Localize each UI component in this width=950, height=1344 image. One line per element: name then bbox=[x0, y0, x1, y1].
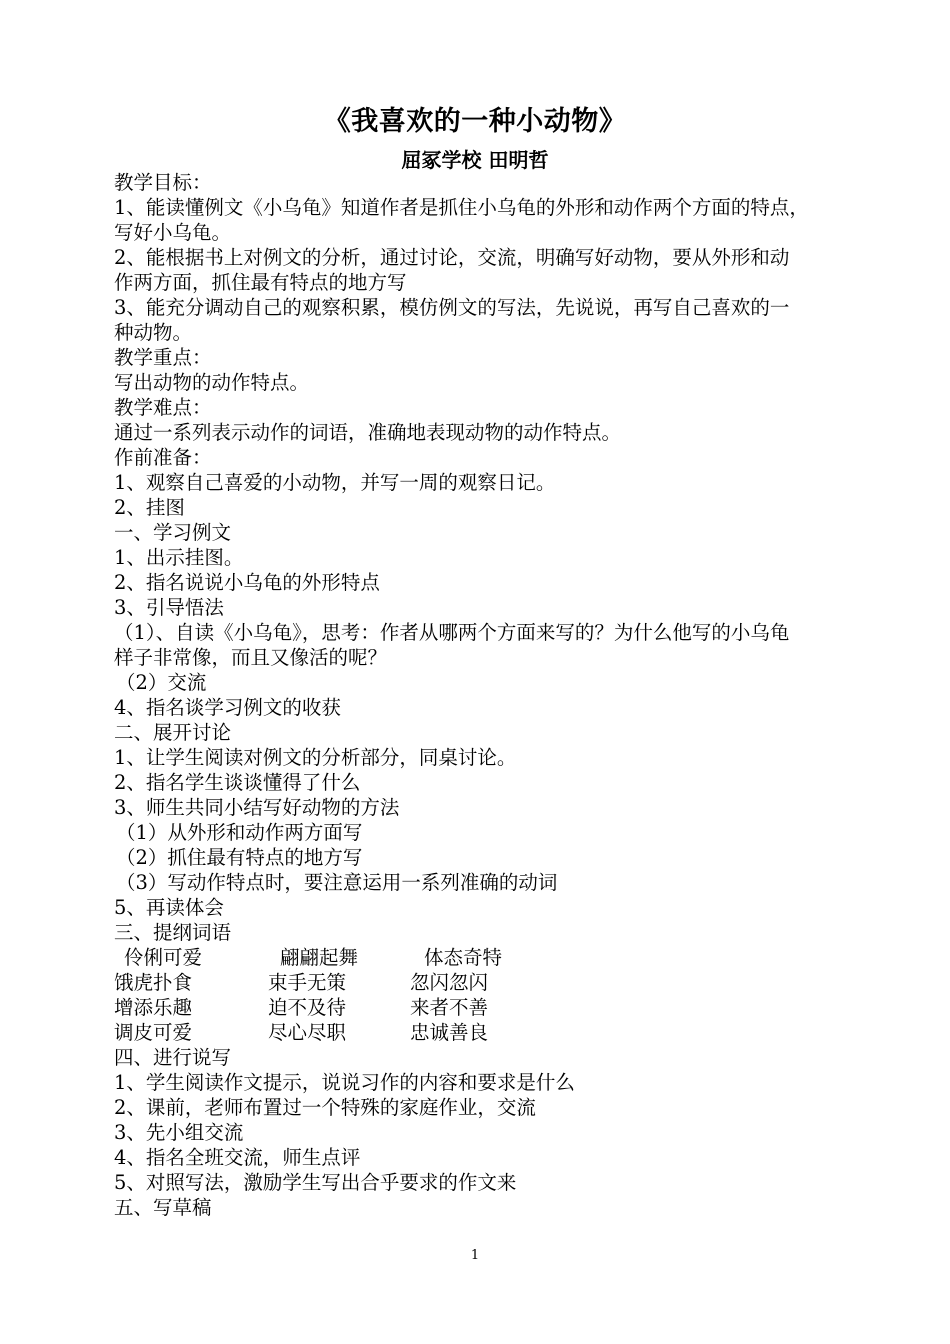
document-title: 《我喜欢的一种小动物》 bbox=[323, 106, 627, 137]
text-line: 1、观察自己喜爱的小动物，并写一周的观察日记。 bbox=[114, 471, 556, 494]
text-line: 教学难点： bbox=[114, 396, 212, 419]
word-item: 伶俐可爱 bbox=[124, 946, 203, 969]
text-line: 二、展开讨论 bbox=[114, 721, 232, 744]
text-line: 2、指名学生谈谈懂得了什么 bbox=[114, 771, 361, 794]
text-line: 2、课前，老师布置过一个特殊的家庭作业，交流 bbox=[114, 1096, 536, 1119]
word-item: 束手无策 bbox=[268, 971, 347, 994]
text-line: 5、再读体会 bbox=[114, 896, 224, 919]
word-item: 尽心尽职 bbox=[268, 1021, 347, 1044]
text-line: （1）、自读《小乌龟》，思考：作者从哪两个方面来写的？为什么他写的小乌龟 bbox=[114, 621, 790, 644]
word-item: 忽闪忽闪 bbox=[410, 971, 489, 994]
text-line: 教学目标： bbox=[114, 171, 212, 194]
word-item: 翩翩起舞 bbox=[280, 946, 359, 969]
word-row bbox=[114, 1020, 874, 1045]
text-line: 3、引导悟法 bbox=[114, 596, 224, 619]
text-line: 三、提纲词语 bbox=[114, 921, 232, 944]
text-line: （1）从外形和动作两方面写 bbox=[116, 821, 363, 844]
text-line: 五、写草稿 bbox=[114, 1196, 212, 1219]
text-line: 四、进行说写 bbox=[114, 1046, 232, 1069]
text-line: 样子非常像，而且又像活的呢？ bbox=[114, 646, 388, 669]
word-row bbox=[114, 995, 874, 1020]
text-line: 通过一系列表示动作的词语，准确地表现动物的动作特点。 bbox=[114, 421, 622, 444]
text-line: 4、指名全班交流，师生点评 bbox=[114, 1146, 361, 1169]
text-line: 作前准备： bbox=[114, 446, 212, 469]
text-line: （2）抓住最有特点的地方写 bbox=[116, 846, 363, 869]
text-line: 写出动物的动作特点。 bbox=[114, 371, 310, 394]
text-line: （2）交流 bbox=[116, 671, 207, 694]
text-line: 作两方面，抓住最有特点的地方写 bbox=[114, 271, 407, 294]
text-line: 1、学生阅读作文提示，说说习作的内容和要求是什么 bbox=[114, 1071, 575, 1094]
page-number: 1 bbox=[470, 1248, 480, 1263]
text-line: 1、让学生阅读对例文的分析部分，同桌讨论。 bbox=[114, 746, 517, 769]
text-line: 5、对照写法，激励学生写出合乎要求的作文来 bbox=[114, 1171, 517, 1194]
word-item: 调皮可爱 bbox=[114, 1021, 193, 1044]
word-item: 体态奇特 bbox=[424, 946, 503, 969]
text-line: 1、能读懂例文《小乌龟》知道作者是抓住小乌龟的外形和动作两个方面的特点， bbox=[114, 196, 809, 219]
text-line: 种动物。 bbox=[114, 321, 193, 344]
text-line: 2、指名说说小乌龟的外形特点 bbox=[114, 571, 380, 594]
text-line: （3）写动作特点时，要注意运用一系列准确的动词 bbox=[116, 871, 558, 894]
word-item: 来者不善 bbox=[410, 996, 489, 1019]
text-line: 3、先小组交流 bbox=[114, 1121, 244, 1144]
text-line: 2、能根据书上对例文的分析，通过讨论，交流，明确写好动物，要从外形和动 bbox=[114, 246, 790, 269]
word-row bbox=[114, 970, 874, 995]
word-row bbox=[114, 945, 874, 970]
document-body bbox=[114, 170, 874, 1220]
text-line: 教学重点： bbox=[114, 346, 212, 369]
word-item: 饿虎扑食 bbox=[114, 971, 193, 994]
text-line: 2、挂图 bbox=[114, 496, 185, 519]
word-item: 迫不及待 bbox=[268, 996, 347, 1019]
text-line: 写好小乌龟。 bbox=[114, 221, 232, 244]
text-line: 4、指名谈学习例文的收获 bbox=[114, 696, 341, 719]
word-item: 增添乐趣 bbox=[114, 996, 193, 1019]
text-line: 一、学习例文 bbox=[114, 521, 232, 544]
text-line: 3、能充分调动自己的观察积累，模仿例文的写法，先说说，再写自己喜欢的一 bbox=[114, 296, 790, 319]
text-line: 1、出示挂图。 bbox=[114, 546, 244, 569]
word-item: 忠诚善良 bbox=[410, 1021, 489, 1044]
text-line: 3、师生共同小结写好动物的方法 bbox=[114, 796, 400, 819]
author-line: 屈冢学校 田明哲 bbox=[401, 148, 549, 172]
